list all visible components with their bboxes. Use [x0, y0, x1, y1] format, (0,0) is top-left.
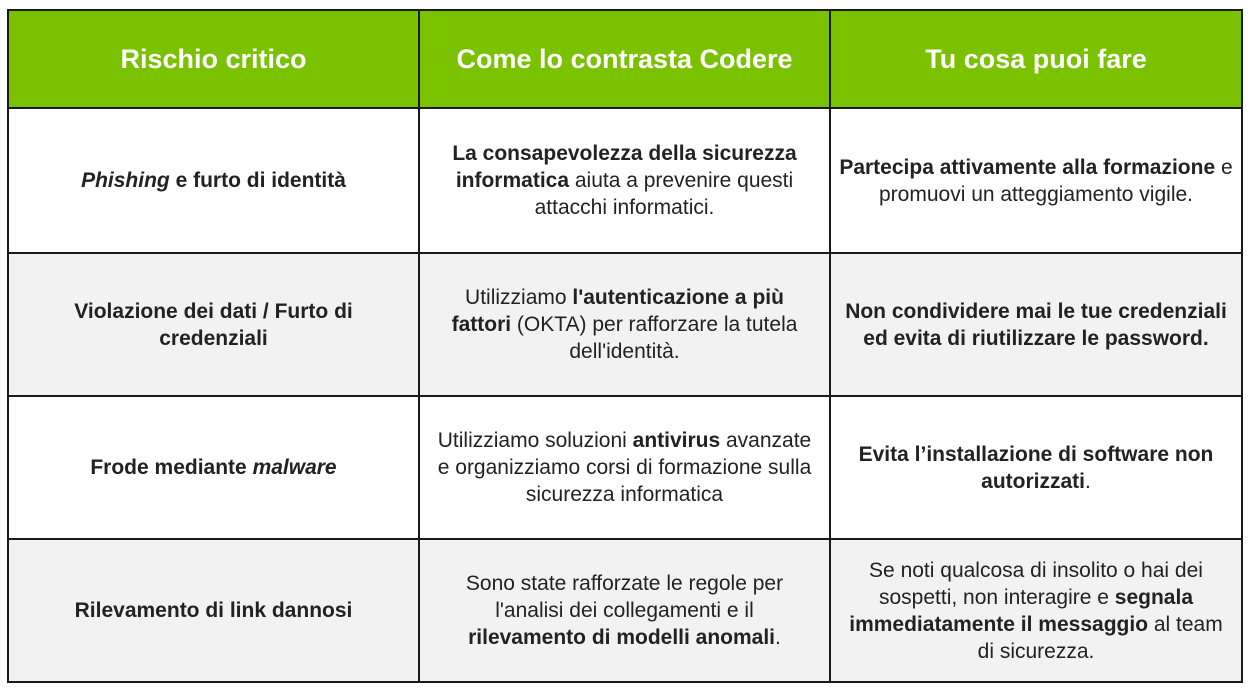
header-user-action: Tu cosa puoi fare [830, 10, 1242, 108]
user-action-cell [830, 108, 1242, 253]
codere-text: avanzate e organizziamo corsi di formazione sulla sicurezza informatica [437, 429, 812, 506]
codere-text: Sono state rafforzate le regole per l'analisi dei collegamenti e il [465, 572, 784, 622]
header-codere-response: Come lo contrasta Codere [419, 10, 830, 108]
codere-cell [419, 253, 830, 396]
user-action-bold: Evita l’installazione di software non autorizzati [858, 442, 1214, 493]
user-action-text: Se noti qualcosa di insolito o hai dei sospetti, non interagire e [869, 558, 1203, 609]
user-action-cell [830, 539, 1242, 682]
security-risk-table [7, 9, 1243, 683]
codere-text: . [775, 626, 781, 649]
user-action-bold: Non condividere mai le tue credenziali ed evita di riutilizzare le password. [845, 299, 1227, 350]
codere-cell [419, 539, 830, 682]
risk-text: Frode mediante [90, 456, 253, 479]
risk-cell [8, 539, 419, 682]
codere-text: Utilizziamo [465, 286, 573, 309]
user-action-cell [830, 253, 1242, 396]
codere-bold: l'autenticazione a più fattori [451, 286, 784, 336]
codere-text: (OKTA) per rafforzare la tutela dell'identità. [511, 313, 798, 363]
codere-text: Utilizziamo soluzioni [437, 429, 633, 452]
codere-bold: La consapevolezza della sicurezza informatica [452, 142, 797, 192]
table-row [8, 253, 1242, 396]
user-action-cell [830, 396, 1242, 539]
risk-text: Violazione dei dati / Furto di credenziali [74, 299, 353, 350]
codere-cell [419, 396, 830, 539]
risk-cell [8, 396, 419, 539]
risk-cell [8, 253, 419, 396]
user-action-text: . [1085, 469, 1091, 493]
table-header-row [8, 10, 1242, 108]
user-action-bold: Partecipa attivamente alla formazione [839, 155, 1216, 179]
risk-cell [8, 108, 419, 253]
table-row [8, 396, 1242, 539]
table-row [8, 539, 1242, 682]
codere-cell [419, 108, 830, 253]
risk-text: Rilevamento di link dannosi [74, 599, 353, 622]
codere-text: aiuta a prevenire questi attacchi informatici. [534, 169, 794, 219]
codere-bold: rilevamento di modelli anomali [468, 626, 776, 649]
header-risk: Rischio critico [8, 10, 419, 108]
user-action-text: al team di sicurezza. [977, 612, 1223, 663]
risk-italic: malware [252, 456, 337, 479]
risk-text: e furto di identità [169, 169, 346, 192]
user-action-bold: segnala immediatamente il messaggio [849, 585, 1194, 636]
risk-italic: Phishing [81, 169, 170, 192]
user-action-text: e promuovi un atteggiamento vigile. [878, 155, 1233, 206]
table-row [8, 108, 1242, 253]
codere-bold: antivirus [632, 429, 721, 452]
